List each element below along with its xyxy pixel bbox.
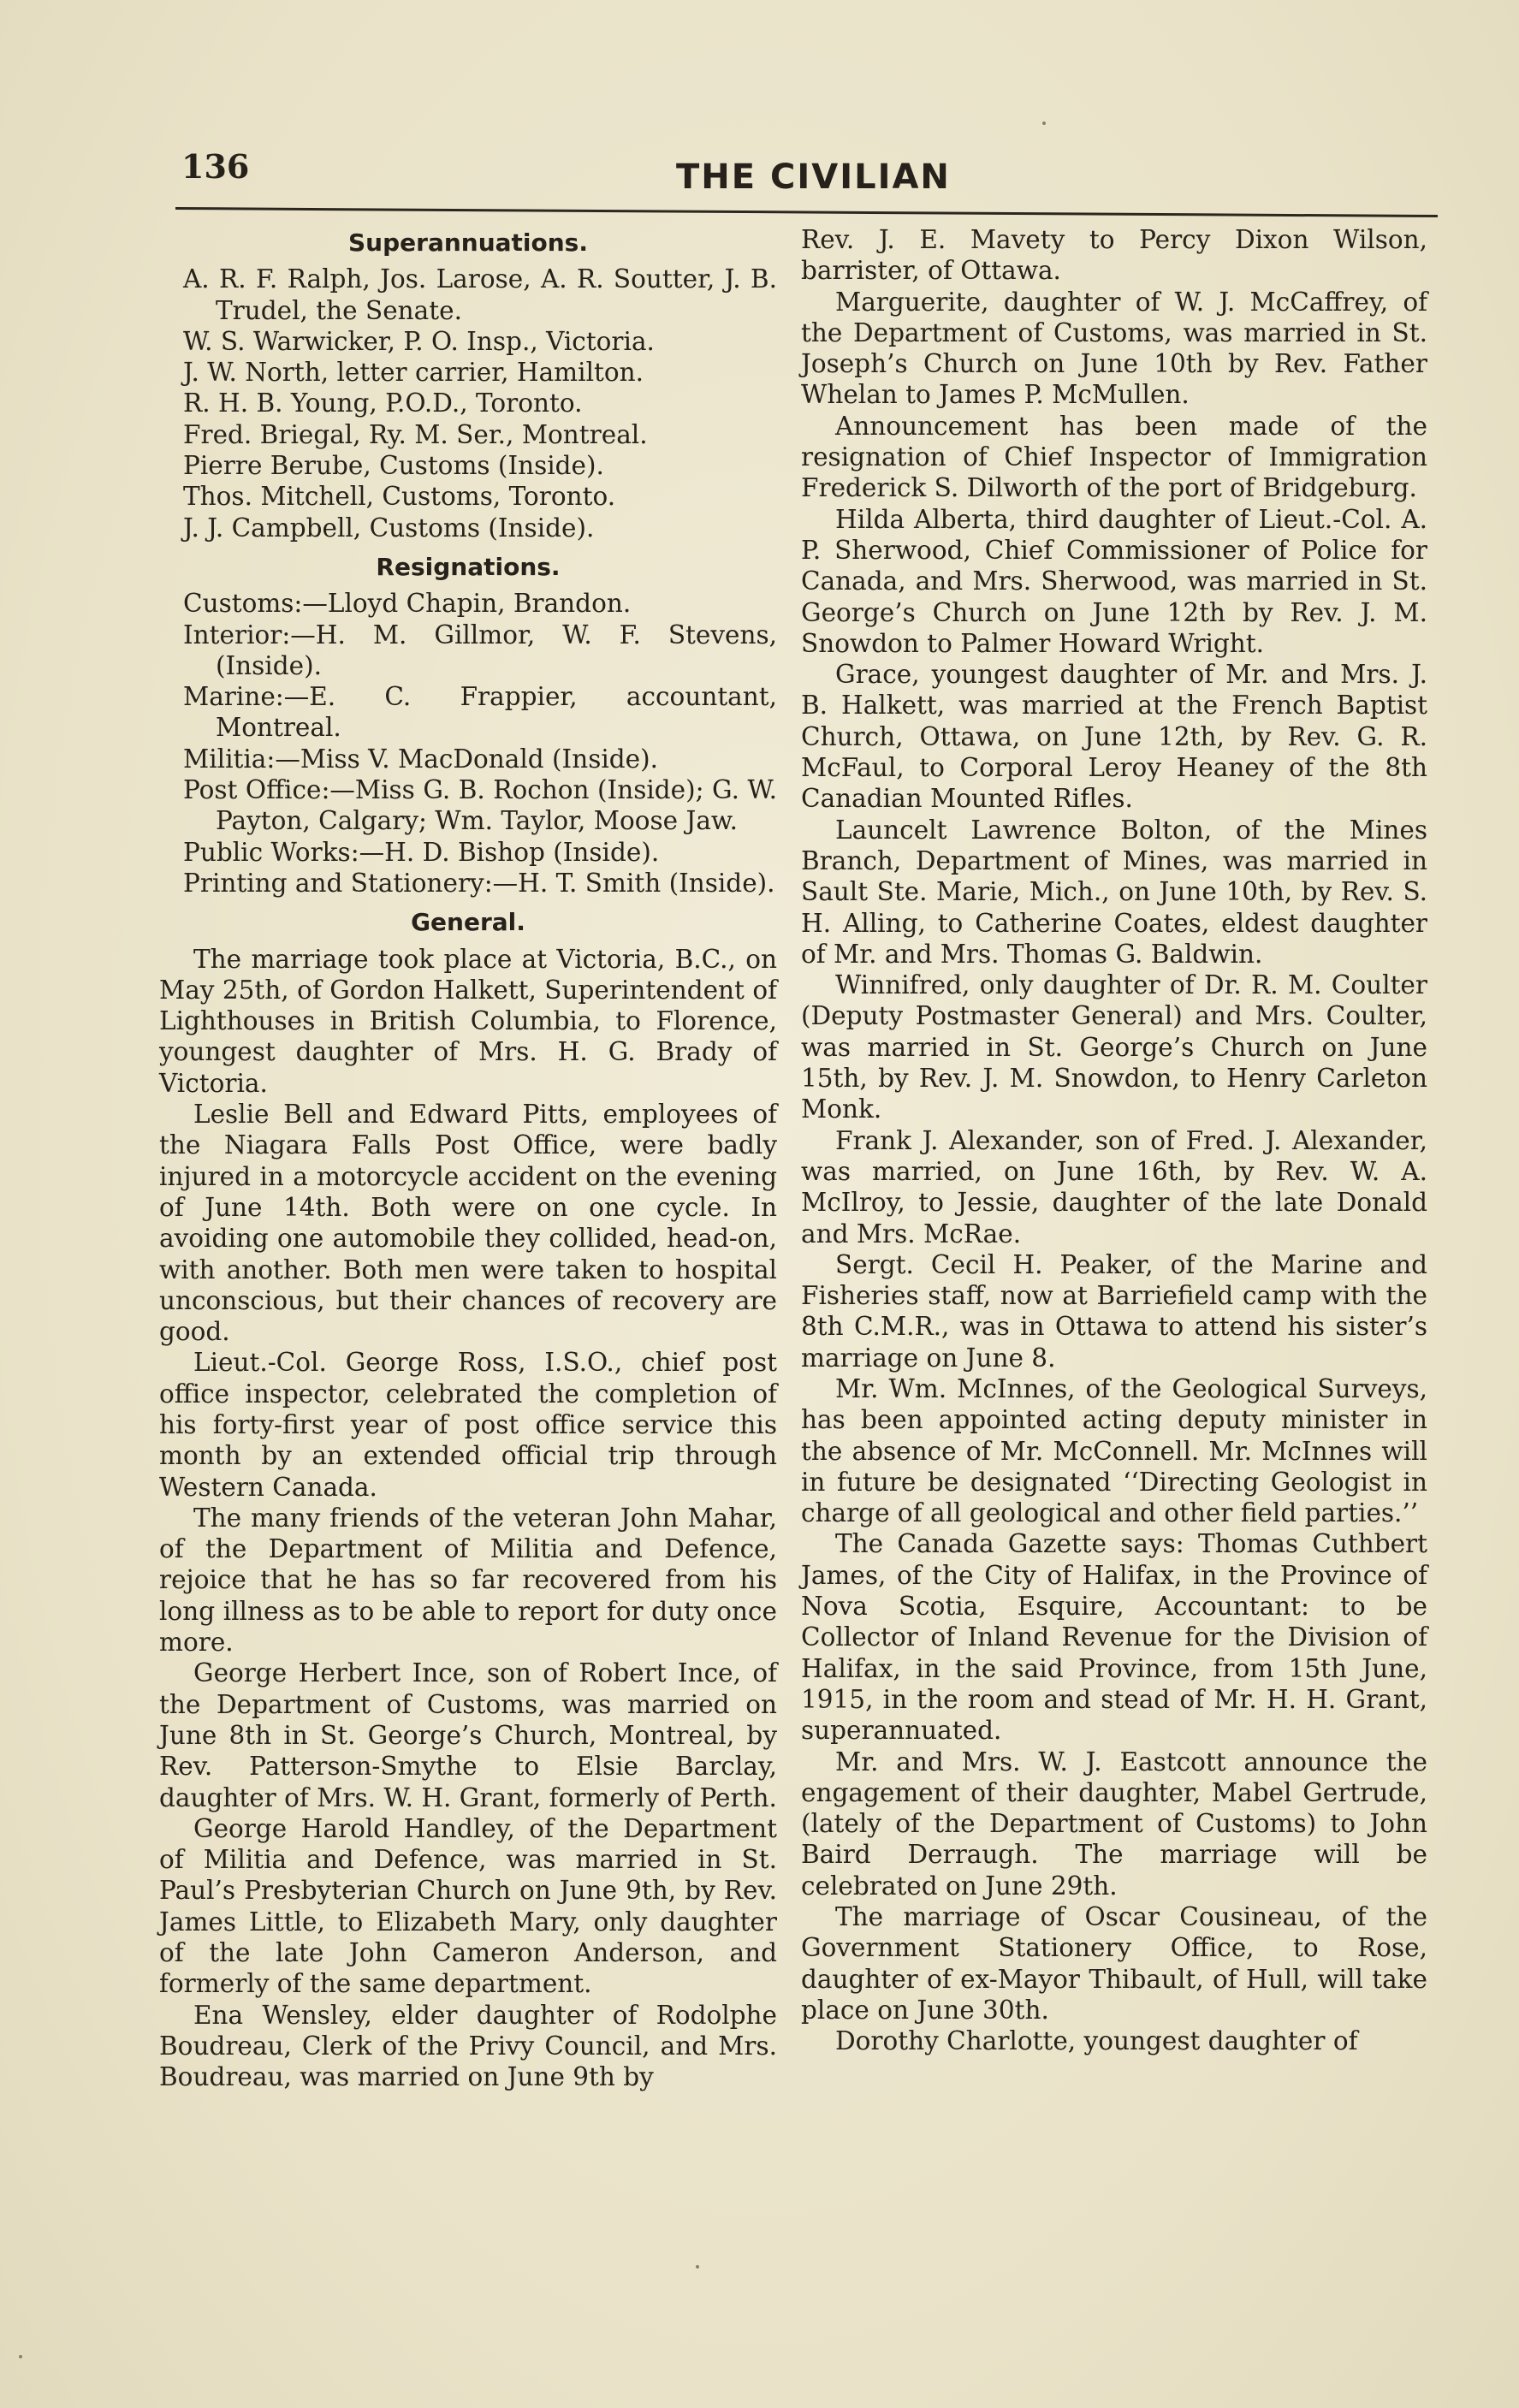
news-paragraph: The many friends of the veteran John Mahar, of the Department of Militia and Defence, rejoice that he has so far recovered from his long illness as to be able to report for duty once more. [159,1503,777,1658]
superannuations-list [159,264,777,543]
list-item: R. H. B. Young, P.O.D., Toronto. [183,388,583,418]
list-item: Post Office:—Miss G. B. Rochon (Inside); G. W. Payton, Calgary; Wm. Taylor, Moose Jaw. [183,775,777,836]
right-column [801,224,1427,2057]
list-item: Interior:—H. M. Gillmor, W. F. Stevens, (Inside). [183,620,777,680]
news-paragraph: The marriage took place at Victoria, B.C., on May 25th, of Gordon Halkett, Superintendent of Lighthouses in British Columbia, to Florence, youngest daughter of Mrs. H. G. Brady of Victoria. [159,944,777,1098]
news-paragraph: Hilda Alberta, third daughter of Lieut.-Col. A. P. Sherwood, Chief Commissioner of Police for Canada, and Mrs. Sherwood, was married in St. George’s Church on June 12th by Rev. J. M. Snowdon to Palmer Howard Wright. [801,504,1427,658]
section-title-resignations: Resignations. [376,552,561,581]
news-paragraph: Winnifred, only daughter of Dr. R. M. Coulter (Deputy Postmaster General) and Mrs. Coulter, was married in St. George’s Church on June 15th, by Rev. J. M. Snowdon, to Henry Carleton Monk. [801,970,1427,1124]
news-paragraph: Dorothy Charlotte, youngest daughter of [835,2026,1358,2056]
list-item: Marine:—E. C. Frappier, accountant, Montreal. [183,682,777,743]
page-title: THE CIVILIAN [676,157,951,197]
list-item: Public Works:—H. D. Bishop (Inside). [183,837,660,867]
news-paragraph: Rev. J. E. Mavety to Percy Dixon Wilson, barrister, of Ottawa. [801,225,1427,286]
news-paragraph: Mr. Wm. McInnes, of the Geological Surveys, has been appointed acting deputy minister in the absence of Mr. McConnell. Mr. McInnes will in future be designated ‘‘Directing Geologist in charge of all geological and other field parties.’’ [801,1373,1427,1528]
left-column [159,224,777,2093]
list-item: Militia:—Miss V. MacDonald (Inside). [183,744,658,774]
header-rule [175,207,1438,217]
news-paragraph: Sergt. Cecil H. Peaker, of the Marine and Fisheries staff, now at Barriefield camp with the 8th C.M.R., was in Ottawa to attend his sister’s marriage on June 8. [801,1249,1427,1373]
news-paragraph: George Herbert Ince, son of Robert Ince, of the Department of Customs, was married on June 8th in St. George’s Church, Montreal, by Rev. Patterson-Smythe to Elsie Barclay, daughter of Mrs. W. H. Grant, formerly of Perth. [159,1658,777,1812]
general-news [159,944,777,2093]
list-item: A. R. F. Ralph, Jos. Larose, A. R. Soutter, J. B. Trudel, the Senate. [183,264,777,325]
resignations-list [159,588,777,899]
paper-speck [696,2265,699,2269]
news-paragraph: Frank J. Alexander, son of Fred. J. Alexander, was married, on June 16th, by Rev. W. A. McIlroy, to Jessie, daughter of the late Donald and Mrs. McRae. [801,1125,1427,1248]
news-paragraph: Announcement has been made of the resignation of Chief Inspector of Immigration Frederick S. Dilworth of the port of Bridgeburg. [801,411,1427,503]
list-item: Customs:—Lloyd Chapin, Brandon. [183,589,632,619]
news-paragraph: Ena Wensley, elder daughter of Rodolphe Boudreau, Clerk of the Privy Council, and Mrs. Boudreau, was married on June 9th by [159,2000,777,2092]
list-item: Thos. Mitchell, Customs, Toronto. [183,482,616,512]
section-title-superannuations: Superannuations. [348,228,588,257]
news-paragraph: Leslie Bell and Edward Pitts, employees of the Niagara Falls Post Office, were badly injured in a motorcycle accident on the evening of June 14th. Both were on one cycle. In avoiding one automobile they collided, head-on, with another. Both men were taken to hospital unconscious, but their chances of recovery are good. [159,1100,777,1347]
news-paragraph: Mr. and Mrs. W. J. Eastcott announce the engagement of their daughter, Mabel Gertrude, (lately of the Department of Customs) to John Baird Derraugh. The marriage will be celebrated on June 29th. [801,1747,1427,1901]
list-item: W. S. Warwicker, P. O. Insp., Victoria. [183,326,655,356]
paper-speck [1042,122,1046,125]
news-paragraph: George Harold Handley, of the Department of Militia and Defence, was married in St. Paul’s Presbyterian Church on June 9th, by Rev. James Little, to Elizabeth Mary, only daughter of the late John Cameron Anderson, and formerly of the same department. [159,1813,777,1999]
list-item: J. J. Campbell, Customs (Inside). [183,513,595,543]
page-number: 136 [181,147,250,186]
list-item: Fred. Briegal, Ry. M. Ser., Montreal. [183,419,648,449]
news-paragraph: The Canada Gazette says: Thomas Cuthbert James, of the City of Halifax, in the Province of Nova Scotia, Esquire, Accountant: to be Collector of Inland Revenue for the Division of Halifax, in the said Province, from 15th June, 1915, in the room and stead of Mr. H. H. Grant, superannuated. [801,1529,1427,1746]
list-item: Pierre Berube, Customs (Inside). [183,451,604,481]
news-paragraph: Grace, youngest daughter of Mr. and Mrs. J. B. Halkett, was married at the French Baptist Church, Ottawa, on June 12th, by Rev. G. R. McFaul, to Corporal Leroy Heaney of the 8th Canadian Mounted Rifles. [801,660,1427,814]
news-paragraph: Lieut.-Col. George Ross, I.S.O., chief post office inspector, celebrated the completion of his forty-first year of post office service this month by an extended official trip through Western Canada. [159,1348,777,1502]
paper-speck [19,2355,22,2358]
news-paragraph: Marguerite, daughter of W. J. McCaffrey, of the Department of Customs, was married in St. Joseph’s Church on June 10th by Rev. Father Whelan to James P. McMullen. [801,287,1427,410]
section-title-general: General. [411,908,525,937]
list-item: J. W. North, letter carrier, Hamilton. [183,358,644,388]
news-paragraph: The marriage of Oscar Cousineau, of the Government Stationery Office, to Rose, daughter of ex-Mayor Thibault, of Hull, will take place on June 30th. [801,1902,1427,2025]
news-paragraph: Launcelt Lawrence Bolton, of the Mines Branch, Department of Mines, was married in Sault Ste. Marie, Mich., on June 10th, by Rev. S. H. Alling, to Catherine Coates, eldest daughter of Mr. and Mrs. Thomas G. Baldwin. [801,815,1427,969]
list-item: Printing and Stationery:—H. T. Smith (Inside). [183,868,775,898]
